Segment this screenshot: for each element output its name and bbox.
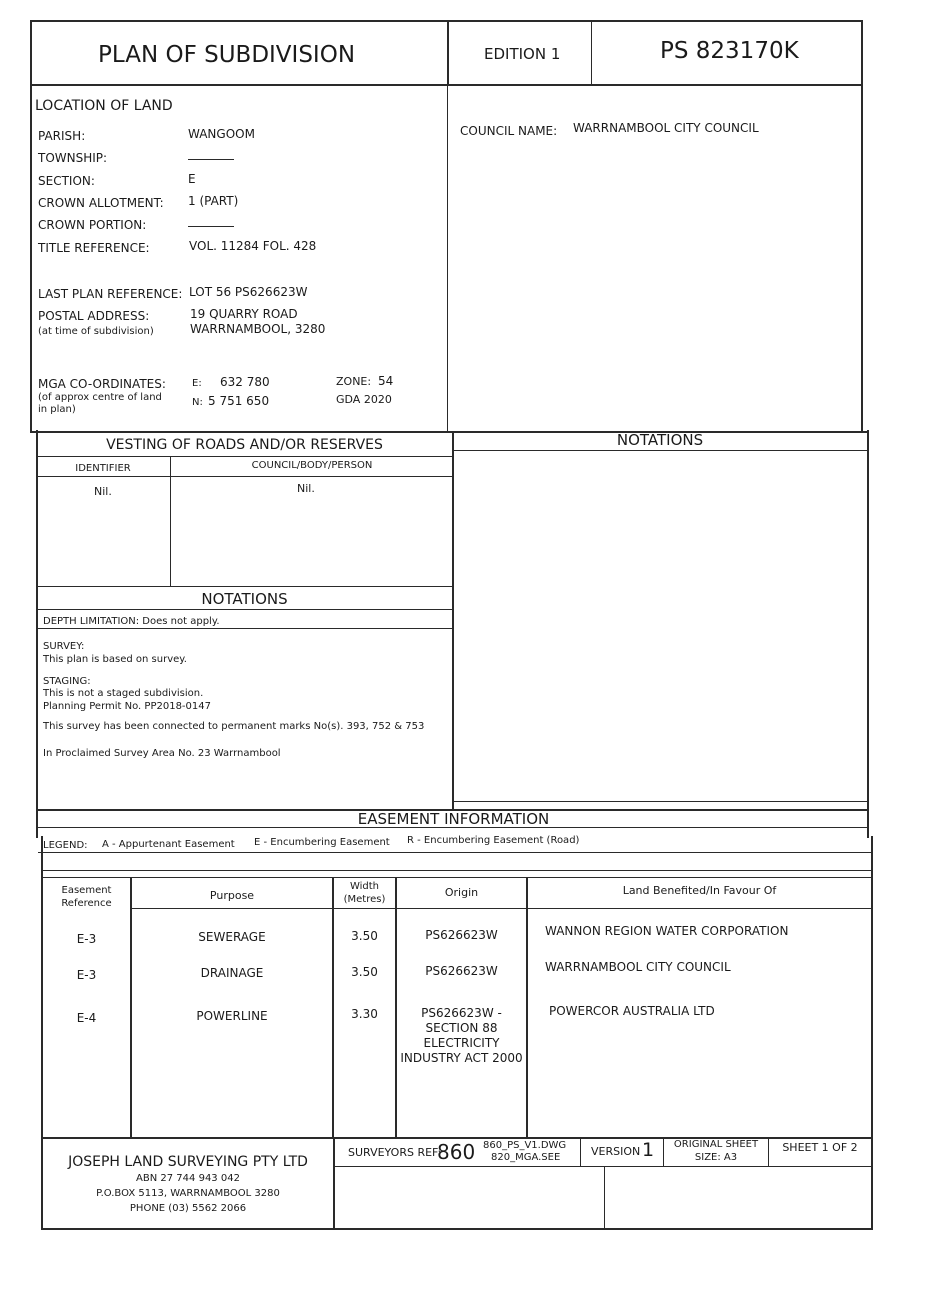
survey-heading: SURVEY: (43, 641, 85, 652)
header-divider-1 (447, 20, 449, 86)
township-label: TOWNSHIP: (38, 151, 108, 165)
footer-version-divider (580, 1137, 581, 1167)
depth-limitation-rule (36, 628, 453, 629)
col-divider-origin (526, 877, 528, 1139)
notations-heading-rule (36, 609, 453, 610)
datum: GDA 2020 (336, 393, 392, 406)
border-left-upper (30, 20, 32, 432)
footer-inner-rule (333, 1166, 873, 1167)
middle-vertical-divider (452, 431, 454, 810)
postal-address-line1: 19 QUARRY ROAD (190, 307, 298, 321)
legend-encumbering: E - Encumbering Easement (254, 837, 390, 848)
location-divider (447, 84, 448, 432)
parish-value: WANGOOM (188, 127, 255, 141)
survey-text: This plan is based on survey. (43, 654, 187, 665)
vesting-column-divider (170, 456, 171, 587)
easement-origin-line: ELECTRICITY (423, 1036, 500, 1050)
easement-benefited: POWERCOR AUSTRALIA LTD (549, 1004, 715, 1018)
crown-allotment-label: CROWN ALLOTMENT: (38, 196, 164, 210)
legend-road: R - Encumbering Easement (Road) (407, 835, 580, 846)
legend-space-rule (41, 870, 873, 871)
crown-allotment-value: 1 (PART) (188, 194, 239, 208)
original-sheet-label: ORIGINAL SHEET (673, 1139, 759, 1150)
col-divider-reference (130, 877, 132, 1139)
council-name-label: COUNCIL NAME: (460, 124, 558, 138)
notations-right-heading: NOTATIONS (616, 431, 704, 449)
council-name-value: WARRNAMBOOL CITY COUNCIL (573, 121, 759, 135)
plan-title: PLAN OF SUBDIVISION (98, 42, 356, 68)
border-right-lower (867, 430, 869, 838)
col-header-origin: Origin (444, 886, 479, 899)
northing-value: 5 751 650 (208, 394, 270, 408)
company-name: JOSEPH LAND SURVEYING PTY LTD (68, 1154, 308, 1170)
title-reference-value: VOL. 11284 FOL. 428 (189, 239, 317, 253)
border-right-easement (871, 836, 873, 1230)
last-plan-value: LOT 56 PS626623W (189, 285, 308, 299)
easement-width: 3.50 (351, 929, 378, 943)
border-right-upper (861, 20, 863, 432)
table-header-top-rule (41, 877, 873, 878)
northing-label: N: (192, 397, 203, 408)
permanent-marks: This survey has been connected to permanent marks No(s). 393, 752 & 753 (43, 721, 425, 732)
last-plan-label: LAST PLAN REFERENCE: (38, 287, 183, 301)
postal-address-line2: WARRNAMBOOL, 3280 (190, 322, 326, 336)
version-value: 1 (642, 1139, 655, 1161)
easting-value: 632 780 (220, 375, 270, 389)
col-header-width-2: (Metres) (343, 894, 386, 905)
planning-permit: Planning Permit No. PP2018-0147 (43, 701, 211, 712)
parish-label: PARISH: (38, 129, 86, 143)
vesting-col-council: COUNCIL/BODY/PERSON (251, 460, 373, 471)
easement-purpose: DRAINAGE (200, 966, 264, 980)
easement-origin-line: PS626623W - (421, 1006, 502, 1020)
surveyors-ref-label: SURVEYORS REF: (348, 1146, 442, 1159)
col-header-reference-1: Easement (61, 885, 112, 896)
vesting-bottom-rule (36, 586, 453, 587)
footer-lower-divider (604, 1166, 605, 1228)
col-header-reference-2: Reference (61, 898, 112, 909)
postal-address-sub: (at time of subdivision) (38, 326, 154, 337)
vesting-heading: VESTING OF ROADS AND/OR RESERVES (106, 437, 383, 453)
notations-left-heading: NOTATIONS (201, 590, 288, 608)
legend-bottom-rule (38, 852, 871, 853)
easement-width: 3.50 (351, 965, 378, 979)
vesting-heading-rule (36, 456, 453, 457)
sheet-number: SHEET 1 OF 2 (782, 1141, 858, 1154)
staging-text: This is not a staged subdivision. (43, 688, 204, 699)
proclaimed-area: In Proclaimed Survey Area No. 23 Warrnambool (43, 748, 281, 759)
zone-label: ZONE: (336, 375, 372, 388)
township-blank (188, 159, 234, 160)
easting-label: E: (192, 378, 202, 389)
easement-origin-line: SECTION 88 (425, 1021, 498, 1035)
col-header-benefited: Land Benefited/In Favour Of (622, 884, 777, 897)
staging-heading: STAGING: (43, 676, 91, 687)
easement-reference: E-3 (76, 968, 97, 982)
original-sheet-size: SIZE: A3 (694, 1152, 738, 1163)
easement-reference: E-3 (76, 932, 97, 946)
mga-label: MGA CO-ORDINATES: (38, 377, 166, 391)
notations-right-rule (452, 450, 867, 451)
company-po-box: P.O.BOX 5113, WARRNAMBOOL 3280 (96, 1188, 280, 1199)
drawing-file: 860_PS_V1.DWG (483, 1140, 567, 1151)
mga-sub-1: (of approx centre of land (38, 392, 162, 403)
easement-purpose: SEWERAGE (198, 930, 266, 944)
easement-purpose: POWERLINE (196, 1009, 268, 1023)
easement-heading: EASEMENT INFORMATION (357, 810, 550, 828)
section-value: E (188, 172, 196, 186)
right-notations-bottom-rule (453, 801, 867, 802)
footer-company-divider (333, 1137, 335, 1229)
col-header-width-1: Width (349, 881, 380, 892)
easement-width: 3.30 (351, 1007, 378, 1021)
company-abn: ABN 27 744 943 042 (136, 1173, 240, 1184)
vesting-council-value: Nil. (297, 482, 315, 495)
depth-limitation: DEPTH LIMITATION: Does not apply. (43, 616, 220, 627)
border-left-lower (36, 430, 38, 838)
version-label: VERSION (591, 1145, 641, 1158)
legend-label: LEGEND: (43, 840, 88, 851)
easement-origin-line: INDUSTRY ACT 2000 (400, 1051, 523, 1065)
title-reference-label: TITLE REFERENCE: (38, 241, 150, 255)
table-header-bottom-rule (130, 908, 871, 909)
border-bottom (41, 1228, 873, 1230)
easement-benefited: WARRNAMBOOL CITY COUNCIL (545, 960, 731, 974)
mga-file: 820_MGA.SEE (491, 1152, 561, 1163)
mga-sub-2: in plan) (38, 404, 76, 415)
crown-portion-blank (188, 226, 234, 227)
location-heading: LOCATION OF LAND (35, 98, 173, 114)
crown-portion-label: CROWN PORTION: (38, 218, 147, 232)
company-phone: PHONE (03) 5562 2066 (129, 1203, 247, 1214)
vesting-column-rule (36, 476, 453, 477)
section-label: SECTION: (38, 174, 95, 188)
postal-address-label: POSTAL ADDRESS: (38, 309, 150, 323)
surveyors-ref-value: 860 (437, 1140, 476, 1164)
legend-appurtenant: A - Appurtenant Easement (102, 839, 235, 850)
edition-label: EDITION 1 (484, 45, 561, 63)
plan-number: PS 823170K (660, 38, 799, 64)
col-header-purpose: Purpose (209, 889, 255, 902)
easement-origin: PS626623W (425, 964, 498, 978)
vesting-col-identifier: IDENTIFIER (75, 463, 131, 474)
easement-benefited: WANNON REGION WATER CORPORATION (545, 924, 789, 938)
vesting-identifier-value: Nil. (94, 485, 112, 498)
zone-value: 54 (378, 374, 394, 388)
easement-origin: PS626623W (425, 928, 498, 942)
easement-reference: E-4 (76, 1011, 97, 1025)
header-divider-2 (591, 20, 592, 86)
